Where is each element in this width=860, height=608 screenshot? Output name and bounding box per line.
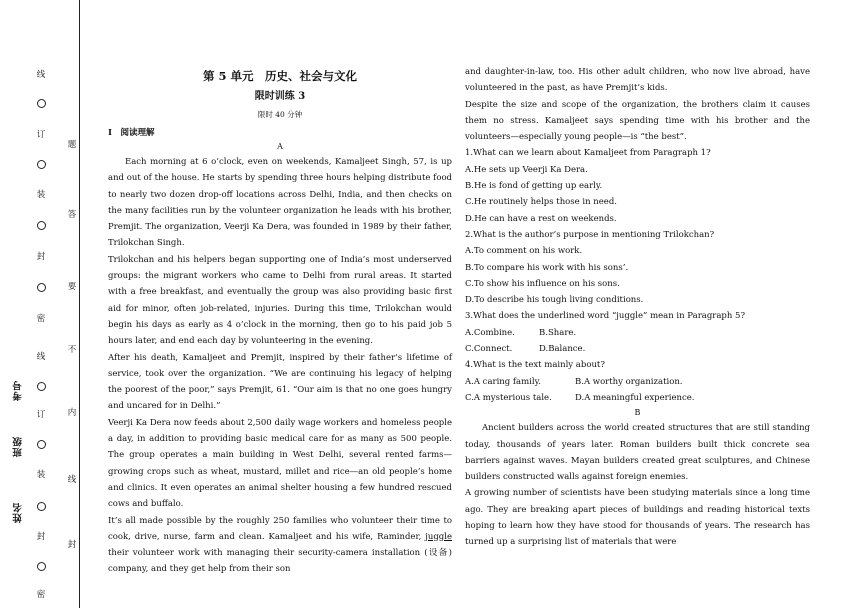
option: B.A worthy organization. (575, 376, 683, 387)
option-row (465, 341, 810, 357)
binding-char: 封 (67, 540, 77, 550)
question-2 (465, 227, 810, 308)
binding-line (79, 0, 80, 608)
binding-circle (37, 502, 46, 511)
binding-circle (37, 382, 46, 391)
option: D.A meaningful experience. (575, 392, 695, 403)
passage-a-paragraph-6: Despite the size and scope of the organization, the brothers claim it causes them no stress. Kamaljeet says spending time with his brother and the volunteers—especially young people—is “the best”. (465, 99, 810, 143)
question-text: 2.What is the author’s purpose in mentioning Trilokchan? (465, 229, 715, 240)
name-label: 姓名 (13, 502, 24, 523)
option: B.To compare his work with his sons’. (465, 262, 629, 273)
binding-circle (37, 283, 46, 292)
right-column (465, 64, 810, 551)
option-row (465, 374, 810, 390)
passage-a-paragraph-5-continued: and daughter-in-law, too. His other adult children, who now live abroad, have volunteered in the past, as have Premjit’s kids. (465, 67, 810, 94)
binding-marker: 封 (36, 252, 46, 262)
option: A.To comment on his work. (465, 246, 583, 257)
passage-a-paragraph-4: Veerji Ka Dera now feeds about 2,500 daily wage workers and homeless people a day, in addition to providing basic medical care for as many as 500 people. The group operates a main building in West Delhi, several rented farms—growing crops such as wheat, mustard, millet and rice—an old people’s home and clinics. It even operates an animal shelter housing a few hundred rescued cows and buffalo. (108, 417, 452, 510)
question-text: 1.What can we learn about Kamaljeet from Paragraph 1? (465, 148, 711, 159)
binding-marker: 密 (36, 314, 46, 324)
passage-a-paragraph-2: Trilokchan and his helpers began supporting one of India’s most underserved groups: the migrant workers who came to Delhi from rural areas. It started with a free breakfast, and eventually the group was also providing basic first aid for minor, often job-related, injuries. During this time, Trilokchan would begin his days as early as 4 o’clock in the morning, then go to his paid job 5 hours later, and end each day by volunteering in the evening. (108, 254, 452, 347)
passage-a-paragraph-5 (108, 513, 452, 578)
p5-text-after: their volunteer work with managing their security-camera installation (设备) company, and they get help from their son (108, 548, 452, 575)
left-column (108, 60, 452, 578)
binding-char: 线 (67, 475, 77, 485)
question-1 (465, 145, 810, 226)
option: C.He routinely helps those in need. (465, 197, 617, 208)
option: B.He is fond of getting up early. (465, 181, 603, 192)
question-text: 3.What does the underlined word “juggle” mean in Paragraph 5? (465, 311, 746, 322)
binding-marker: 线 (36, 70, 46, 80)
section-heading: Ⅰ 阅读理解 (108, 128, 155, 138)
passage-a-paragraph-1: Each morning at 6 o’clock, even on weekends, Kamaljeet Singh, 57, is up and out of the house. He starts by spending three hours helping distribute food to nearly two dozen drop-off locations across Delhi, India, and then checks on the many facilities run by the volunteer organization he leads with his brother, Premjit. The organization, Veerji Ka Dera, was founded in 1989 by their father, Trilokchan Singh. (108, 157, 452, 249)
binding-char: 答 (67, 210, 77, 220)
option: D.Balance. (539, 344, 586, 355)
binding-marker: 封 (36, 532, 46, 542)
binding-circle (37, 99, 46, 108)
training-subtitle: 限时训练 3 (254, 91, 306, 102)
option: A.Combine. (465, 327, 515, 338)
time-limit: 限时 40 分钟 (257, 110, 303, 119)
binding-char: 不 (67, 345, 77, 355)
binding-circle (37, 440, 46, 449)
option: C.A mysterious tale. (465, 392, 552, 403)
binding-strip (0, 0, 100, 608)
binding-marker: 线 (36, 352, 46, 362)
passage-a-paragraph-3: After his death, Kamaljeet and Premjit, inspired by their father’s lifetime of service, took over the organization. “We are continuing his legacy of helping the poorest of the poor,” says Premjit, 61. “Our aim is that no one goes hungry and uncared for in Delhi.” (108, 352, 452, 412)
question-3 (465, 308, 810, 357)
passage-b-paragraph-1: Ancient builders across the world created structures that are still standing today, thousands of years later. Roman builders built thick concrete sea barriers against waves. Mayan builders created great sculptures, and Chinese builders constructed walls against foreign enemies. (465, 423, 810, 483)
binding-char: 题 (67, 140, 77, 150)
option: C.Connect. (465, 344, 513, 355)
option: B.Share. (539, 327, 577, 338)
binding-char: 要 (67, 282, 77, 292)
passage-a-mark: A (277, 142, 283, 151)
passage-b-mark: B (634, 408, 641, 418)
option: D.To describe his tough living conditions. (465, 295, 644, 306)
binding-marker: 装 (36, 190, 46, 200)
option-row (465, 390, 810, 406)
underlined-word-juggle: juggle (425, 531, 452, 542)
option: D.He can have a rest on weekends. (465, 213, 617, 224)
binding-marker: 装 (36, 470, 46, 480)
option: C.To show his influence on his sons. (465, 278, 620, 289)
class-label: 班级 (13, 436, 24, 457)
binding-marker: 订 (36, 410, 46, 420)
binding-circle (37, 160, 46, 169)
p5-text-before: It’s all made possible by the roughly 250 families who volunteer their time to cook, drive, nurse, farm and clean. Kamaljeet and his wife, Raminder, (108, 515, 452, 542)
option: A.A caring family. (465, 376, 541, 387)
unit-title: 第 5 单元 历史、社会与文化 (202, 69, 357, 83)
binding-char: 内 (67, 408, 77, 418)
binding-marker: 订 (36, 130, 46, 140)
passage-b-paragraph-2: A growing number of scientists have been studying materials since a long time ago. They are breaking apart pieces of buildings and reading historical texts hoping to learn how they have stood for thousands of years. The research has turned up a surprising list of materials that were (465, 488, 810, 548)
binding-circle (37, 562, 46, 571)
question-4 (465, 357, 810, 406)
binding-circle (37, 221, 46, 230)
question-text: 4.What is the text mainly about? (465, 360, 605, 371)
exam-number-label: 考号 (13, 380, 24, 401)
binding-marker: 密 (36, 590, 46, 600)
option: A.He sets up Veerji Ka Dera. (465, 164, 588, 175)
option-row (465, 325, 810, 341)
